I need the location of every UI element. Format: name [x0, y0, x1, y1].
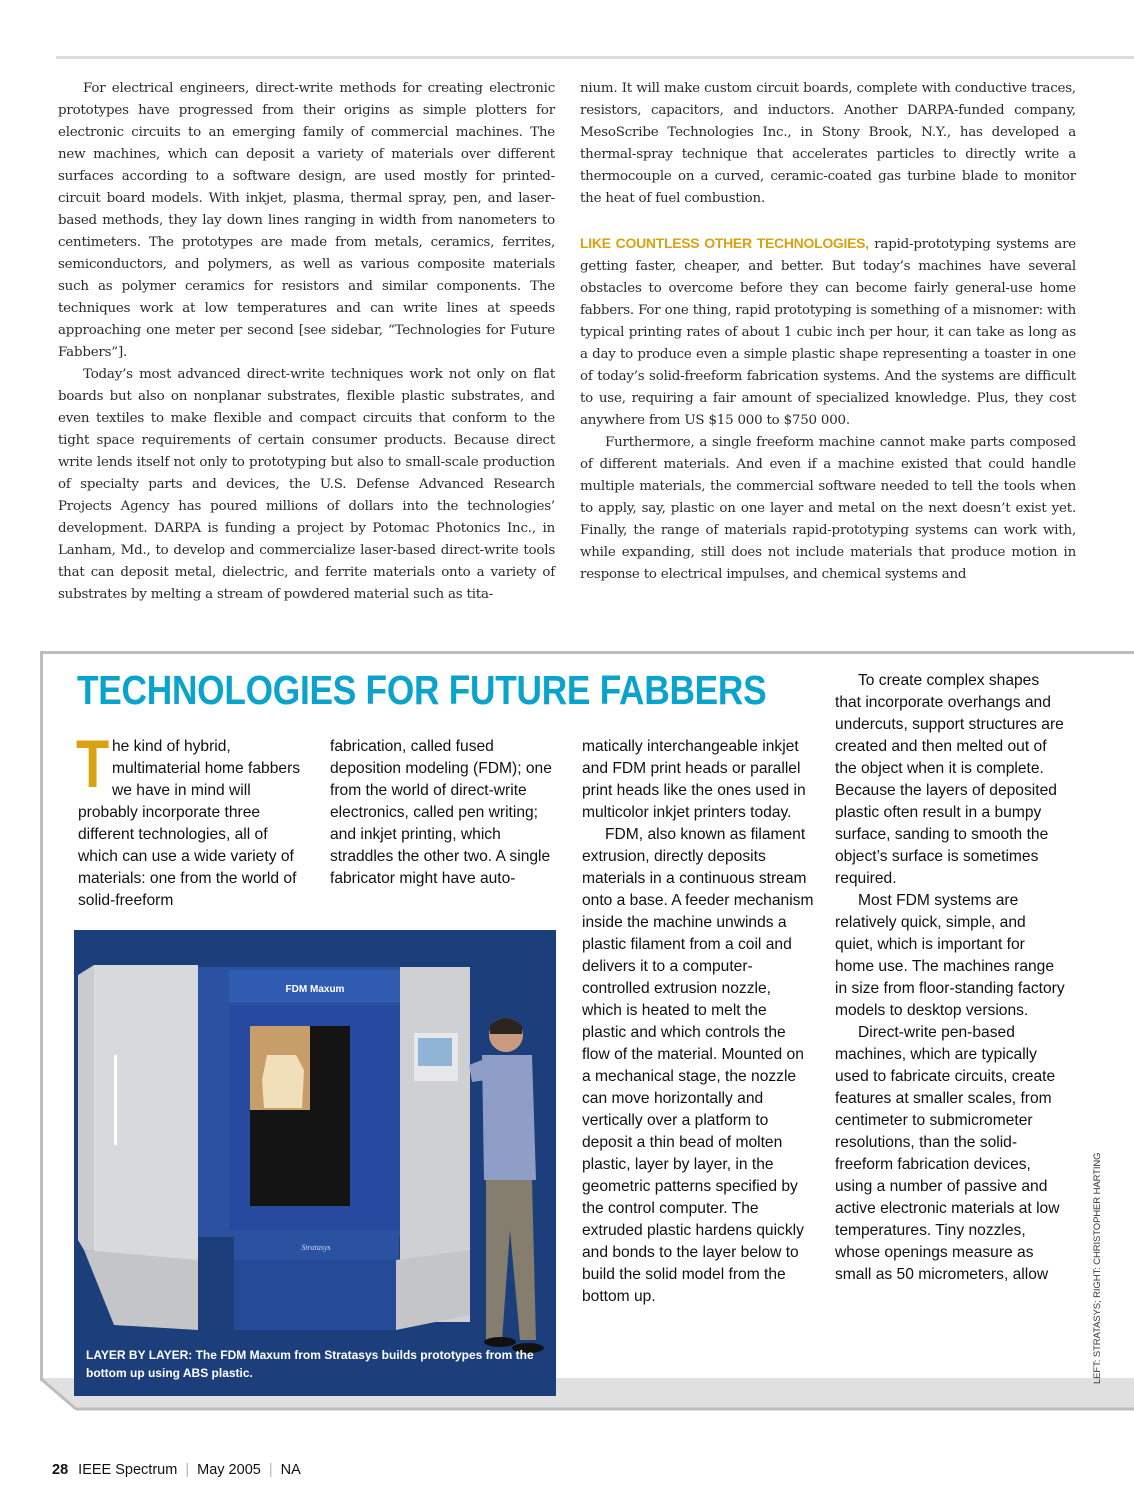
footer-separator: |	[268, 1462, 273, 1478]
article-column-1	[58, 78, 555, 606]
paragraph: Today’s most advanced direct-write techniques work not only on flat boards but also on nonplanar substrates, flexible plastic substrates, and even textiles to make flexible and compact circuits that conform to the tight space requirements of certain consumer products. Because direct write lends itself not only to prototyping but also to small-scale production of specialty parts and devices, the U.S. Defense Advanced Research Projects Agency has poured millions of dollars into the technologies’ development. DARPA is funding a project by Potomac Photonics Inc., in Lanham, Md., to develop and commercialize laser-based direct-write tools that can deposit metal, dielectric, and ferrite materials onto a variety of substrates by melting a stream of powdered material such as tita-	[58, 367, 555, 602]
paragraph: Most FDM systems are relatively quick, simple, and quiet, which is important for home use. The machines range in size from floor-standing factory models to desktop versions.	[835, 892, 1065, 1019]
paragraph: To create complex shapes that incorporate overhangs and undercuts, support structures are created and then melted out of the object when it is complete. Because the layers of deposited plastic often result in a bumpy surface, sanding to smooth the object’s surface is sometimes required.	[835, 672, 1064, 887]
footer-separator: |	[185, 1462, 190, 1478]
paragraph: he kind of hybrid, multimaterial home fabbers we have in mind will probably incorporate three different technologies, all of which can use a wide variety of materials: one from the world of solid-freeform	[78, 738, 301, 909]
sidebar-column-4	[835, 670, 1067, 1286]
issue-date: May 2005	[197, 1462, 261, 1478]
fdm-maxum-photo	[74, 930, 556, 1396]
edition: NA	[280, 1462, 301, 1478]
photo-caption: LAYER BY LAYER: The FDM Maxum from Stratasys builds prototypes from the bottom up using ABS plastic.	[86, 1348, 534, 1380]
paragraph: FDM, also known as filament extrusion, directly deposits materials in a continuous stream onto a base. A feeder mechanism inside the machine unwinds a plastic filament from a coil and delivers it to a computer-controlled extrusion nozzle, which is heated to melt the plastic and which controls the flow of the material. Mounted on a mechanical stage, the nozzle can move horizontally and vertically over a platform to deposit a thin bead of molten plastic, layer by layer, in the geometric patterns specified by the control computer. The extruded plastic hardens quickly and bonds to the layer below to build the solid model from the bottom up.	[582, 826, 814, 1305]
paragraph: matically interchangeable inkjet and FDM print heads or parallel print heads like the ones used in multicolor inkjet printers today.	[582, 738, 806, 821]
sidebar-column-1	[76, 726, 310, 912]
brand-label: Stratasys	[301, 1243, 331, 1252]
machine-label: FDM Maxum	[285, 984, 345, 995]
paragraph	[580, 232, 1076, 432]
publication-name: IEEE Spectrum	[78, 1462, 178, 1478]
paragraph: Furthermore, a single freeform machine cannot make parts composed of different materials. And even if a machine existed that could handle multiple materials, the commercial software needed to tell the tools when to apply, say, plastic on one layer and metal on the next doesn’t exist yet. Finally, the range of materials rapid-prototyping systems can work with, while expanding, still does not include materials that produce motion in response to electrical impulses, and chemical systems and	[580, 435, 1076, 582]
paragraph: Direct-write pen-based machines, which are typically used to fabricate circuits, create features at smaller scales, from centimeter to submicrometer resolutions, than the solid-freeform fabrication devices, using a number of passive and active electronic materials at low temperatures. Tiny nozzles, whose openings measure as small as 50 micrometers, allow	[835, 1024, 1060, 1283]
sidebar-column-2	[330, 736, 562, 890]
sidebar-column-3	[582, 736, 814, 1308]
paragraph: fabrication, called fused deposition modeling (FDM); one from the world of direct-write electronics, called pen writing; and inkjet printing, which straddles the other two. A single fabricator might have auto-	[330, 738, 552, 887]
top-rule	[56, 56, 1134, 59]
section-lead-in: LIKE COUNTLESS OTHER TECHNOLOGIES,	[580, 235, 869, 251]
photo-credit: LEFT: STRATASYS; RIGHT: CHRISTOPHER HARTING	[1092, 1152, 1103, 1384]
page-number: 28	[52, 1462, 69, 1478]
paragraph-text: rapid-prototyping systems are getting faster, cheaper, and better. But today’s machines have several obstacles to overcome before they can become fairly general-use home fabbers. For one thing, rapid prototyping is something of a misnomer: with typical printing rates of about 1 cubic inch per hour, it can take as long as a day to produce even a simple plastic shape representing a toaster in one of today’s solid-freeform fabrication systems. And the systems are difficult to use, requiring a fair amount of specialized knowledge. Plus, they cost anywhere from US $15 000 to $750 000.	[580, 237, 1077, 428]
article-column-2	[580, 78, 1076, 586]
paragraph: For electrical engineers, direct-write methods for creating electronic prototypes have progressed from their origins as simple plotters for electronic circuits to an emerging family of commercial machines. The new machines, which can deposit a variety of materials over different surfaces according to a software design, are used mostly for printed-circuit board models. With inkjet, plasma, thermal spray, pen, and laser-based methods, they lay down lines ranging in width from nanometers to centimeters. The prototypes are made from metals, ceramics, ferrites, semiconductors, and polymers, as well as various composite materials such as polymer ceramics for resistors and similar components. The techniques work at low temperatures and can write lines at speeds approaching one meter per second [see sidebar, “Technologies for Future Fabbers”].	[58, 81, 555, 360]
paragraph: nium. It will make custom circuit boards, complete with conductive traces, resistors, capacitors, and inductors. Another DARPA-funded company, MesoScribe Technologies Inc., in Stony Brook, N.Y., has developed a thermal-spray technique that accelerates particles to directly write a thermocouple on a curved, ceramic-coated gas turbine blade to monitor the heat of fuel combustion.	[580, 81, 1076, 206]
page-footer	[52, 1462, 301, 1478]
drop-cap: T	[76, 726, 110, 802]
sidebar-title: TECHNOLOGIES FOR FUTURE FABBERS	[77, 667, 767, 713]
